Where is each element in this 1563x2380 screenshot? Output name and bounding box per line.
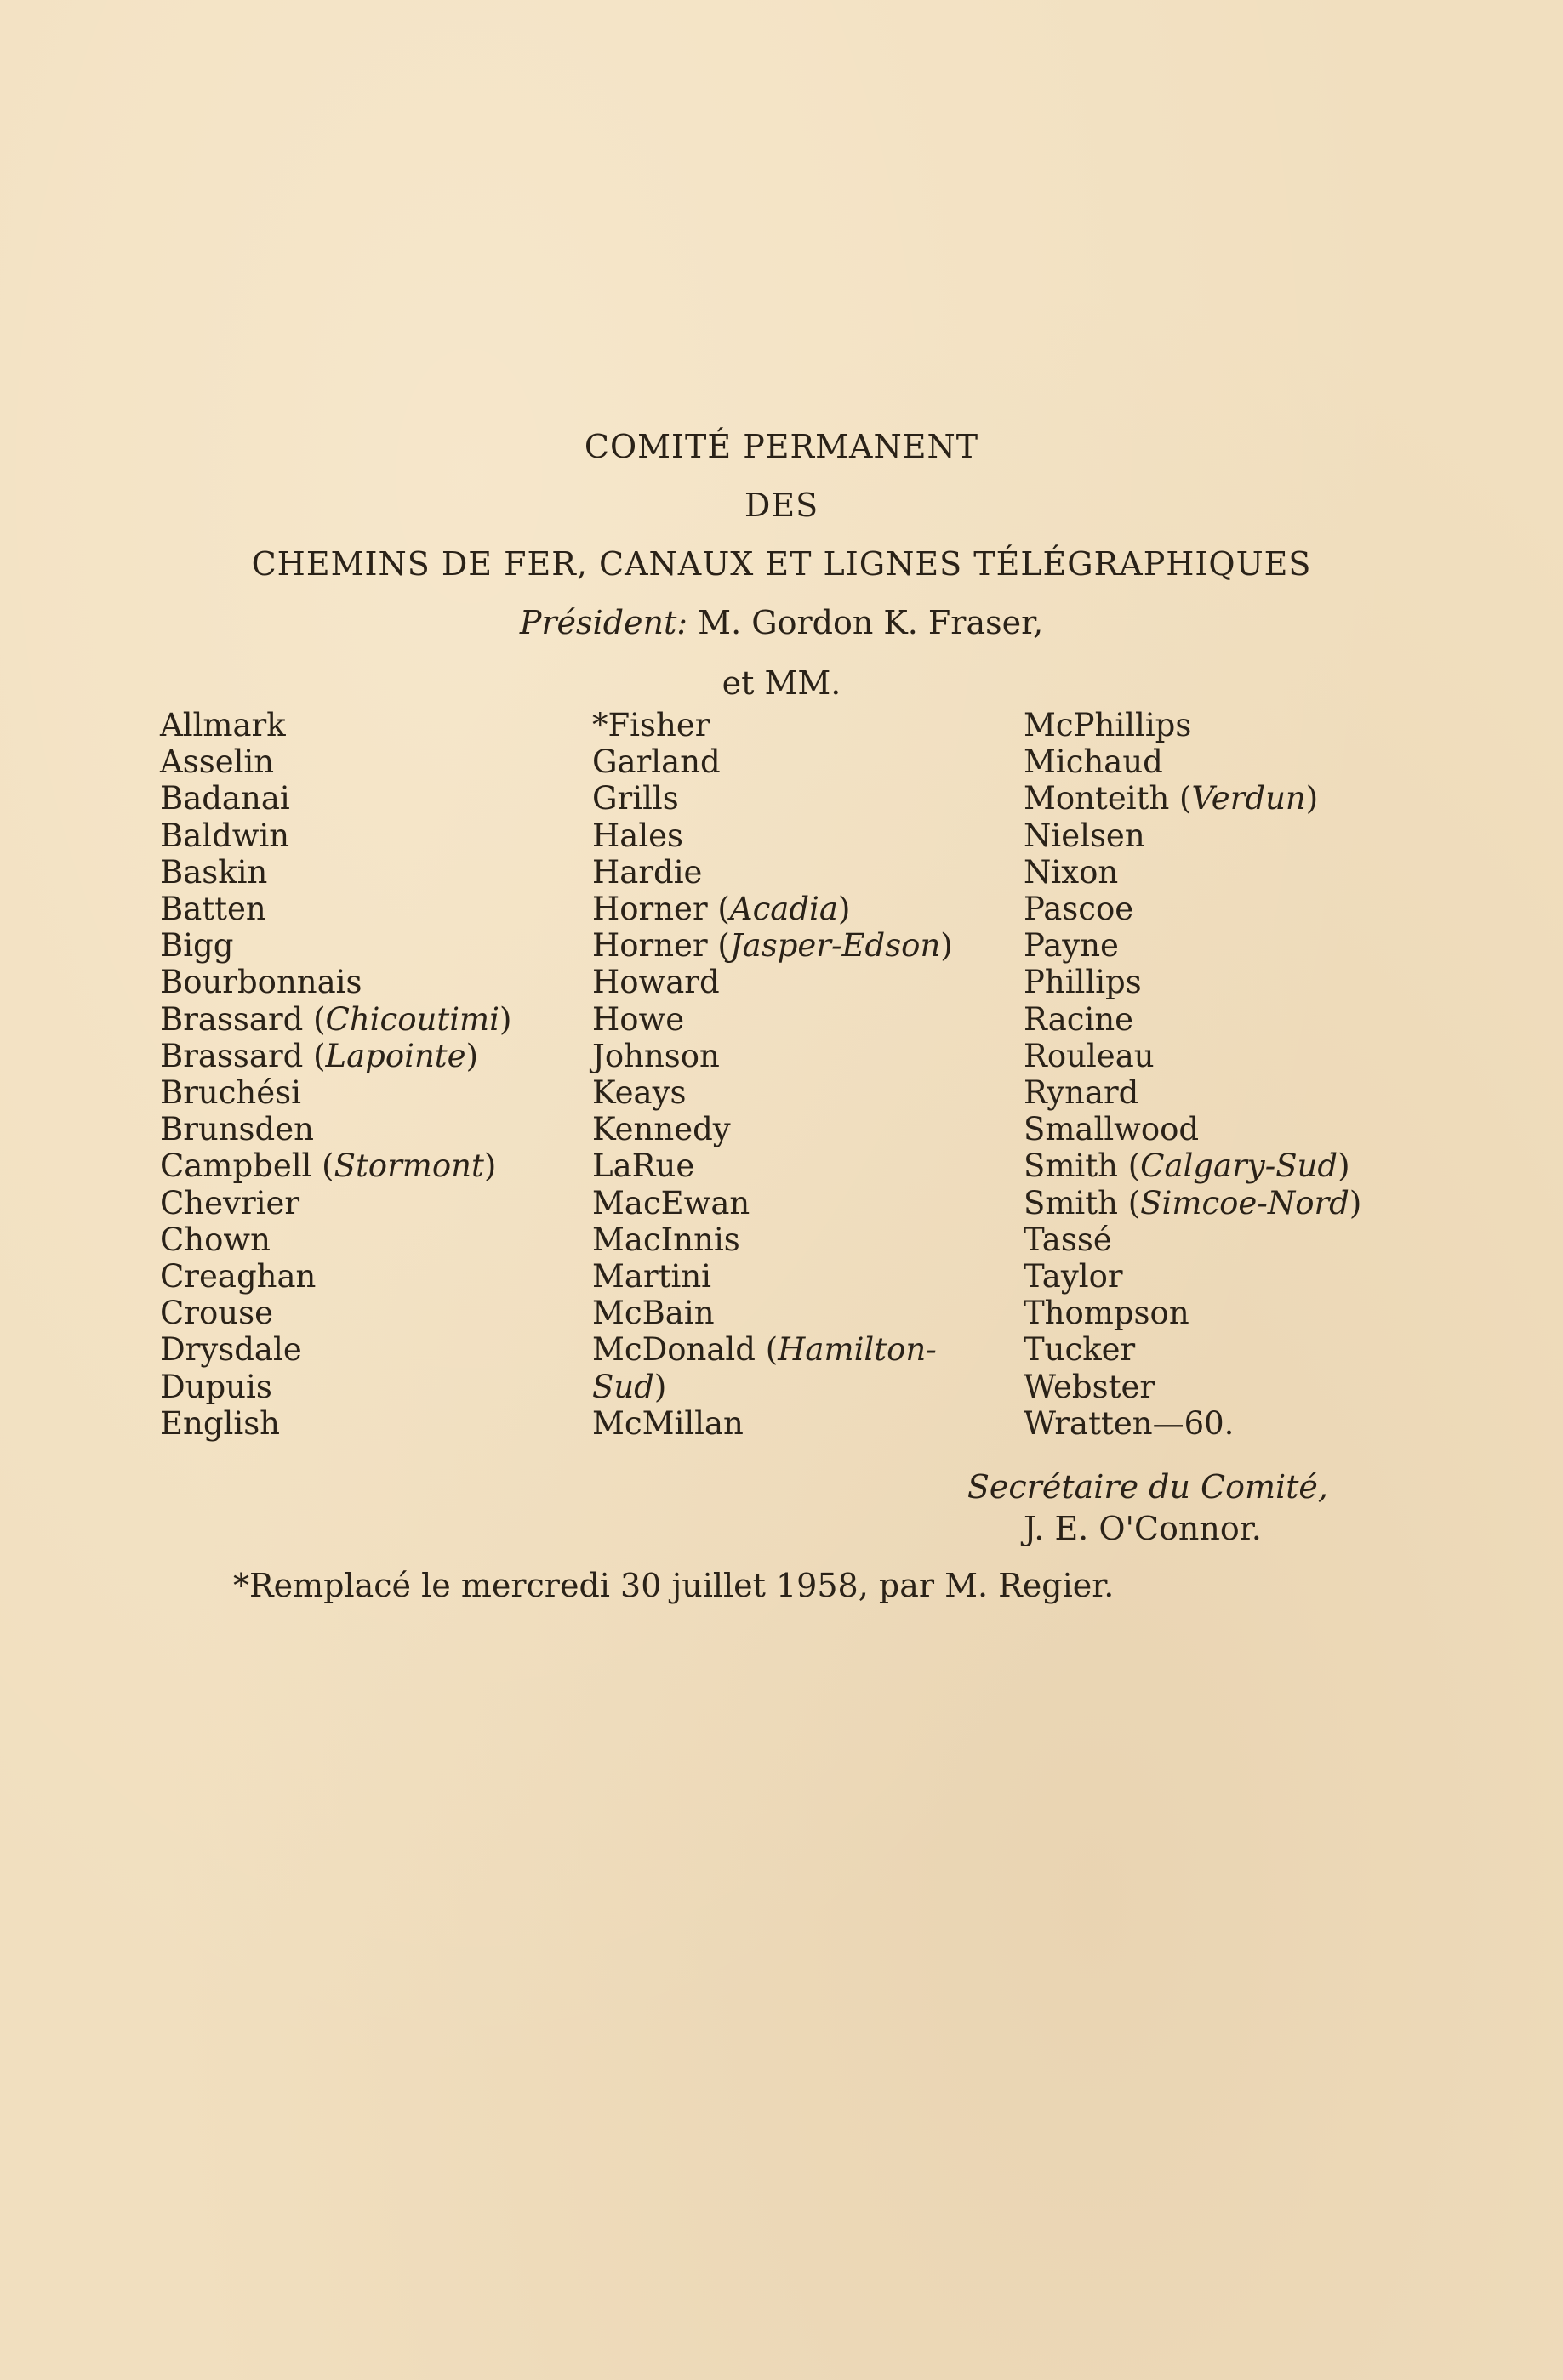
member-list-item [1024, 964, 1361, 1000]
member-name: McBain [592, 1295, 715, 1332]
member-name: Rouleau [1024, 1037, 1155, 1074]
member-list-item [160, 891, 511, 927]
member-list-item [592, 854, 953, 891]
member-riding: Hamilton- [778, 1331, 937, 1369]
member-name: Tucker [1024, 1331, 1136, 1369]
member-list-item [160, 1001, 511, 1038]
member-name: Grills [592, 780, 679, 817]
member-list-item [1024, 707, 1361, 743]
member-list-item [160, 1405, 511, 1442]
member-name: Bourbonnais [160, 964, 362, 1001]
member-name: Drysdale [160, 1331, 302, 1369]
member-riding-close: ) [1338, 1147, 1350, 1185]
member-list-item [160, 1111, 511, 1147]
member-name: Kennedy [592, 1111, 731, 1148]
member-name: Baskin [160, 853, 268, 891]
member-name: Asselin [160, 743, 275, 781]
member-name: Chown [160, 1221, 271, 1258]
member-name: LaRue [592, 1147, 695, 1185]
member-riding-close: ) [1349, 1184, 1362, 1221]
member-list-item [160, 1369, 511, 1405]
member-name: Keays [592, 1074, 687, 1112]
member-name: Garland [592, 743, 721, 781]
member-name: English [160, 1404, 281, 1442]
member-name: Rynard [1024, 1074, 1139, 1112]
member-name: Hales [592, 817, 684, 854]
member-name: Phillips [1024, 964, 1142, 1001]
member-name: Brassard ( [160, 1000, 326, 1038]
member-list-item [160, 817, 511, 854]
member-riding-close: ) [465, 1037, 479, 1074]
member-list-item [160, 1331, 511, 1368]
member-list-item [1024, 854, 1361, 891]
member-list-item [1024, 1369, 1361, 1405]
member-list-item [1024, 1295, 1361, 1331]
member-riding-close: ) [940, 927, 953, 965]
member-list-item [592, 1001, 953, 1038]
member-name: Horner ( [592, 891, 730, 928]
member-name: Nielsen [1024, 817, 1145, 854]
member-list-item [160, 854, 511, 891]
member-list-item [1024, 1185, 1361, 1221]
member-list-item [592, 743, 953, 780]
president-label: Président: [519, 604, 688, 641]
member-list-item [1024, 780, 1361, 817]
member-list-item [1024, 1074, 1361, 1111]
member-list-item [592, 964, 953, 1000]
member-name: Brunsden [160, 1111, 314, 1148]
member-riding: Acadia [729, 891, 838, 928]
member-list-item [1024, 927, 1361, 964]
member-list-item [592, 780, 953, 817]
member-list-item [160, 1038, 511, 1074]
member-name: Martini [592, 1258, 711, 1295]
member-name: Horner ( [592, 927, 730, 965]
member-name: Howe [592, 1000, 685, 1038]
member-list-item [592, 1258, 953, 1295]
member-name: Racine [1024, 1000, 1134, 1038]
member-name: Brassard ( [160, 1037, 326, 1074]
member-name: Payne [1024, 927, 1119, 965]
member-list-item [1024, 1147, 1361, 1184]
member-riding: Chicoutimi [325, 1000, 499, 1038]
member-list-item [160, 707, 511, 743]
member-name: Baldwin [160, 817, 290, 854]
member-list-item [1024, 1221, 1361, 1258]
member-list-item [160, 927, 511, 964]
member-list-item [592, 1185, 953, 1221]
member-name: Smith ( [1024, 1184, 1141, 1221]
member-riding: Simcoe-Nord [1140, 1184, 1349, 1221]
member-name: MacInnis [592, 1221, 740, 1258]
member-name: Michaud [1024, 743, 1163, 781]
members-column-2 [592, 707, 953, 1442]
member-list-item [592, 1038, 953, 1074]
member-name: McDonald ( [592, 1331, 779, 1369]
secretary-title: Secrétaire du Comité, [967, 1468, 1328, 1506]
member-riding: Calgary-Sud [1140, 1147, 1338, 1185]
member-list-item [592, 1331, 953, 1368]
member-list-item [160, 1221, 511, 1258]
member-name: Howard [592, 964, 720, 1001]
member-riding: Stormont [334, 1147, 484, 1185]
member-name: Smith ( [1024, 1147, 1141, 1185]
member-name: MacEwan [592, 1184, 750, 1221]
member-list-item [592, 1369, 953, 1405]
member-name: McPhillips [1024, 707, 1192, 743]
committee-subject: CHEMINS DE FER, CANAUX ET LIGNES TÉLÉGRAPHIQUES [251, 545, 1312, 583]
member-list-item [1024, 743, 1361, 780]
member-list-item [1024, 1038, 1361, 1074]
member-riding-close: ) [837, 891, 851, 928]
members-intro: et MM. [722, 664, 841, 702]
member-list-item [160, 1185, 511, 1221]
footnote: *Remplacé le mercredi 30 juillet 1958, par M. Regier. [233, 1567, 1115, 1604]
member-riding: Lapointe [325, 1037, 466, 1074]
member-list-item [160, 1258, 511, 1295]
member-name: Hardie [592, 853, 703, 891]
member-name: Batten [160, 891, 266, 928]
member-list-item [592, 891, 953, 927]
member-list-item [1024, 1111, 1361, 1147]
member-riding-close: ) [1305, 780, 1319, 817]
member-list-item [592, 1405, 953, 1442]
president-name: M. Gordon K. Fraser, [687, 604, 1044, 641]
member-name: Wratten—60. [1024, 1404, 1235, 1442]
member-list-item [592, 1111, 953, 1147]
member-list-item [592, 1221, 953, 1258]
member-name: Smallwood [1024, 1111, 1200, 1148]
member-name: Webster [1024, 1368, 1155, 1405]
members-column-3 [1024, 707, 1361, 1442]
member-list-item [1024, 1331, 1361, 1368]
member-name: Allmark [160, 707, 286, 743]
member-list-item [160, 964, 511, 1000]
member-list-item [160, 1147, 511, 1184]
members-column-1 [160, 707, 511, 1442]
member-list-item [592, 1074, 953, 1111]
member-list-item [1024, 817, 1361, 854]
member-name: Pascoe [1024, 891, 1134, 928]
member-list-item [1024, 1258, 1361, 1295]
member-name: Johnson [592, 1037, 720, 1074]
member-name: Nixon [1024, 853, 1119, 891]
member-riding: Jasper-Edson [729, 927, 941, 965]
member-name: *Fisher [592, 707, 710, 743]
president-line [0, 604, 1563, 641]
member-name: Taylor [1024, 1258, 1123, 1295]
member-list-item [160, 780, 511, 817]
member-list-item [160, 743, 511, 780]
member-name: Bruchési [160, 1074, 301, 1112]
member-name: Creaghan [160, 1258, 317, 1295]
member-name: Tassé [1024, 1221, 1112, 1258]
member-name: Badanai [160, 780, 290, 817]
member-name: Campbell ( [160, 1147, 334, 1185]
member-list-item [592, 1295, 953, 1331]
member-riding-close: ) [653, 1368, 667, 1405]
member-name: Dupuis [160, 1368, 272, 1405]
committee-title-des: DES [744, 487, 819, 524]
committee-title: COMITÉ PERMANENT [584, 428, 979, 465]
member-list-item [592, 927, 953, 964]
member-riding-close: ) [499, 1000, 512, 1038]
member-list-item [1024, 1001, 1361, 1038]
secretary-name: J. E. O'Connor. [1024, 1510, 1262, 1547]
member-list-item [592, 817, 953, 854]
member-name: Bigg [160, 927, 234, 965]
member-name: Chevrier [160, 1184, 300, 1221]
member-list-item [592, 1147, 953, 1184]
member-name: Crouse [160, 1295, 273, 1332]
member-list-item [1024, 1405, 1361, 1442]
member-name: Thompson [1024, 1295, 1189, 1332]
member-riding: Verdun [1191, 780, 1306, 817]
member-list-item [1024, 891, 1361, 927]
member-riding-close: ) [483, 1147, 497, 1185]
member-list-item [160, 1074, 511, 1111]
member-riding: Sud [592, 1368, 654, 1405]
member-list-item [160, 1295, 511, 1331]
member-name: Monteith ( [1024, 780, 1192, 817]
member-name: McMillan [592, 1404, 744, 1442]
member-list-item [592, 707, 953, 743]
